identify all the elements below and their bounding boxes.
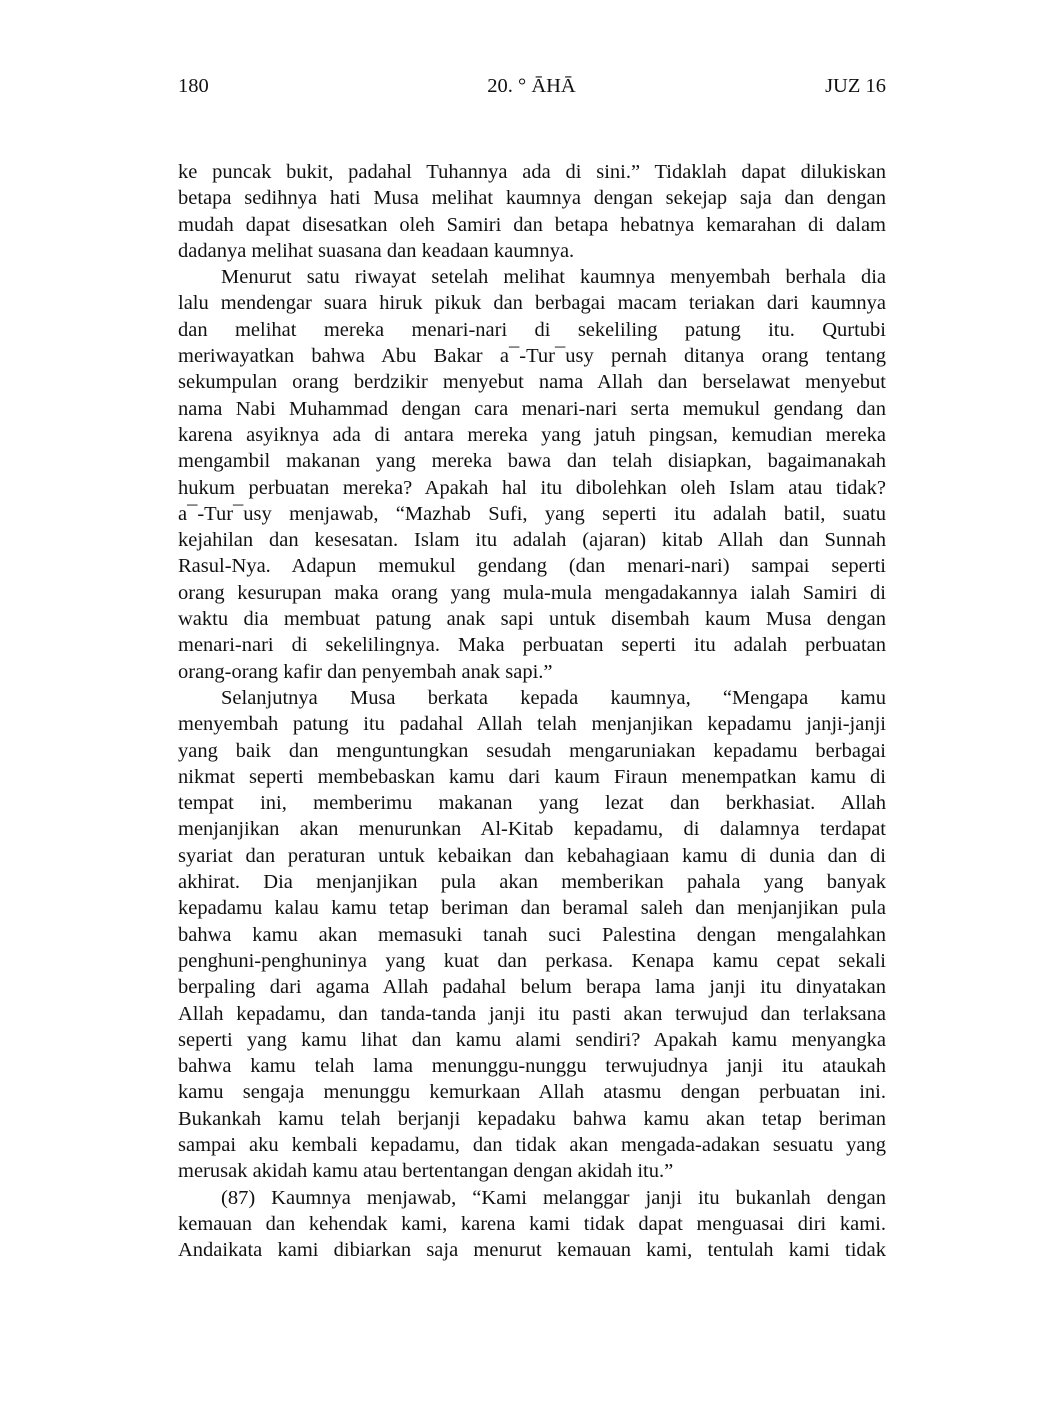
text-line: orang kesurupan maka orang yang mula-mula mengadakannya ialah Samiri di <box>178 581 886 604</box>
text-line: berpaling dari agama Allah padahal belum berapa lama janji itu dinyatakan <box>178 976 886 999</box>
text-line: sekumpulan orang berdzikir menyebut nama Allah dan berselawat menyebut <box>178 371 886 394</box>
paragraph <box>178 1185 886 1264</box>
text-line: dan melihat mereka menari-nari di sekeliling patung itu. Qurtubi <box>178 318 886 341</box>
paragraph <box>178 159 886 264</box>
text-line: menjanjikan akan menurunkan Al-Kitab kepadamu, di dalamnya terdapat <box>178 818 886 841</box>
page-number: 180 <box>178 75 209 97</box>
text-line: a¯-Tur¯usy menjawab, “Mazhab Sufi, yang seperti itu adalah batil, suatu <box>178 502 886 525</box>
paragraph <box>178 685 886 1185</box>
text-line: (87) Kaumnya menjawab, “Kami melanggar janji itu bukanlah dengan <box>221 1186 886 1209</box>
text-line: hukum perbuatan mereka? Apakah hal itu dibolehkan oleh Islam atau tidak? <box>178 476 886 499</box>
running-header-juz: JUZ 16 <box>825 75 886 97</box>
text-line: tempat ini, memberimu makanan yang lezat dan berkhasiat. Allah <box>178 792 886 815</box>
text-line: meriwayatkan bahwa Abu Bakar a¯-Tur¯usy pernah ditanya orang tentang <box>178 345 886 368</box>
text-line: sampai aku kembali kepadamu, dan tidak akan mengada-adakan sesuatu yang <box>178 1133 886 1156</box>
text-line: akhirat. Dia menjanjikan pula akan memberikan pahala yang banyak <box>178 871 886 894</box>
text-line: bahwa kamu akan memasuki tanah suci Palestina dengan mengalahkan <box>178 923 886 946</box>
paragraph <box>178 264 886 685</box>
text-line: seperti yang kamu lihat dan kamu alami sendiri? Apakah kamu menyangka <box>178 1028 886 1051</box>
text-line: menari-nari di sekelilingnya. Maka perbuatan seperti itu adalah perbuatan <box>178 634 886 657</box>
text-line: lalu mendengar suara hiruk pikuk dan berbagai macam teriakan dari kaumnya <box>178 292 886 315</box>
text-line: kepadamu kalau kamu tetap beriman dan beramal saleh dan menjanjikan pula <box>178 897 886 920</box>
text-line: syariat dan peraturan untuk kebaikan dan kebahagiaan kamu di dunia dan di <box>178 844 886 867</box>
text-line: Allah kepadamu, dan tanda-tanda janji itu pasti akan terwujud dan terlaksana <box>178 1002 886 1025</box>
text-line: kamu sengaja menunggu kemurkaan Allah atasmu dengan perbuatan ini. <box>178 1081 886 1104</box>
text-line: penghuni-penghuninya yang kuat dan perkasa. Kenapa kamu cepat sekali <box>178 949 886 972</box>
text-line: Rasul-Nya. Adapun memukul gendang (dan menari-nari) sampai seperti <box>178 555 886 578</box>
text-line: nama Nabi Muhammad dengan cara menari-nari serta memukul gendang dan <box>178 397 886 420</box>
text-line: ke puncak bukit, padahal Tuhannya ada di sini.” Tidaklah dapat dilukiskan <box>178 161 886 183</box>
text-line: menyembah patung itu padahal Allah telah menjanjikan kepadamu janji-janji <box>178 713 886 736</box>
text-line: orang-orang kafir dan penyembah anak sapi.” <box>178 660 553 683</box>
text-line: Bukankah kamu telah berjanji kepadaku bahwa kamu akan tetap beriman <box>178 1107 886 1130</box>
text-line: kejahilan dan kesesatan. Islam itu adalah (ajaran) kitab Allah dan Sunnah <box>178 529 886 552</box>
text-line: waktu dia membuat patung anak sapi untuk disembah kaum Musa dengan <box>178 608 886 631</box>
running-header-surah: 20. ° ĀHĀ <box>487 75 576 97</box>
text-line: bahwa kamu telah lama menunggu-nunggu terwujudnya janji itu ataukah <box>178 1055 886 1078</box>
text-line: yang baik dan menguntungkan sesudah mengaruniakan kepadamu berbagai <box>178 739 886 762</box>
text-line: betapa sedihnya hati Musa melihat kaumnya dengan sekejap saja dan dengan <box>178 187 886 210</box>
text-line: dadanya melihat suasana dan keadaan kaumnya. <box>178 239 575 262</box>
text-line: nikmat seperti membebaskan kamu dari kaum Firaun menempatkan kamu di <box>178 765 886 788</box>
text-line: kemauan dan kehendak kami, karena kami tidak dapat menguasai diri kami. <box>178 1212 886 1235</box>
text-line: mengambil makanan yang mereka bawa dan telah disiapkan, bagaimanakah <box>178 450 886 473</box>
text-line: mudah dapat disesatkan oleh Samiri dan betapa hebatnya kemarahan di dalam <box>178 213 886 236</box>
body-text <box>178 159 886 1263</box>
text-line: Menurut satu riwayat setelah melihat kaumnya menyembah berhala dia <box>221 266 886 289</box>
text-line: merusak akidah kamu atau bertentangan dengan akidah itu.” <box>178 1160 674 1183</box>
text-line: Andaikata kami dibiarkan saja menurut kemauan kami, tentulah kami tidak <box>178 1239 886 1262</box>
text-line: karena asyiknya ada di antara mereka yang jatuh pingsan, kemudian mereka <box>178 423 886 446</box>
text-line: Selanjutnya Musa berkata kepada kaumnya, “Mengapa kamu <box>221 686 886 709</box>
